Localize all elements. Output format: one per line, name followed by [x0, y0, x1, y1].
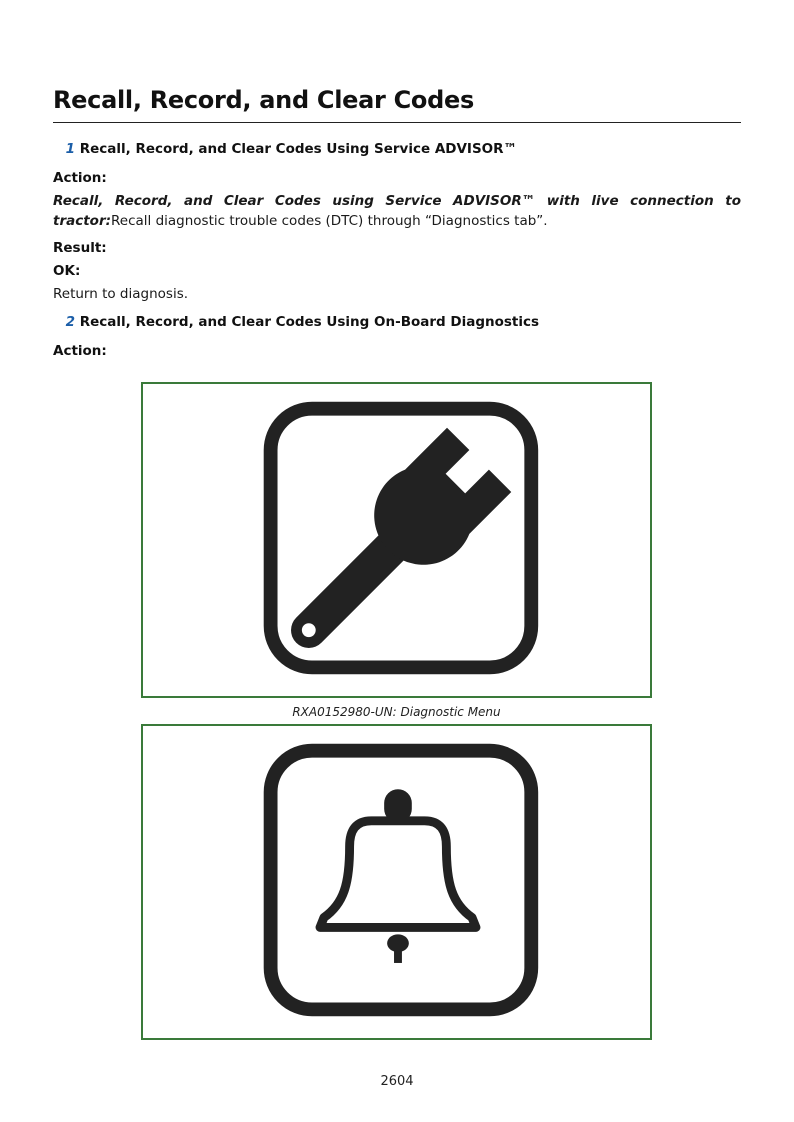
- figure-caption: RXA0152980-UN: Diagnostic Menu: [292, 705, 501, 719]
- bell-icon: [143, 726, 650, 1038]
- step-1-action-text: Recall diagnostic trouble codes (DTC) through “Diagnostics tab”.: [111, 213, 548, 229]
- step-2-number: 2: [65, 314, 75, 330]
- step-1-action-label: Action:: [53, 170, 107, 186]
- figure-bell: [141, 724, 652, 1040]
- step-1-heading: [53, 141, 517, 157]
- step-2-heading: [53, 314, 539, 330]
- step-1-ok-label: OK:: [53, 263, 81, 279]
- step-1-action-emphasis: Recall, Record, and Clear Codes using Service ADVISOR™ with live connection to tractor:: [53, 193, 741, 229]
- page-title: Recall, Record, and Clear Codes: [53, 86, 474, 114]
- title-divider: [53, 122, 741, 123]
- step-1-number: 1: [65, 141, 75, 157]
- page-number: 2604: [380, 1074, 414, 1089]
- step-1-ok-text: Return to diagnosis.: [53, 286, 189, 302]
- step-1-action-paragraph: [53, 191, 741, 231]
- step-2-action-label: Action:: [53, 343, 107, 359]
- step-1-title: Recall, Record, and Clear Codes Using Service ADVISOR™: [79, 141, 518, 157]
- step-2-title: Recall, Record, and Clear Codes Using On-Board Diagnostics: [79, 314, 540, 330]
- step-1-result-label: Result:: [53, 240, 107, 256]
- figure-diagnostic-menu: [141, 382, 652, 698]
- wrench-icon: [143, 384, 650, 696]
